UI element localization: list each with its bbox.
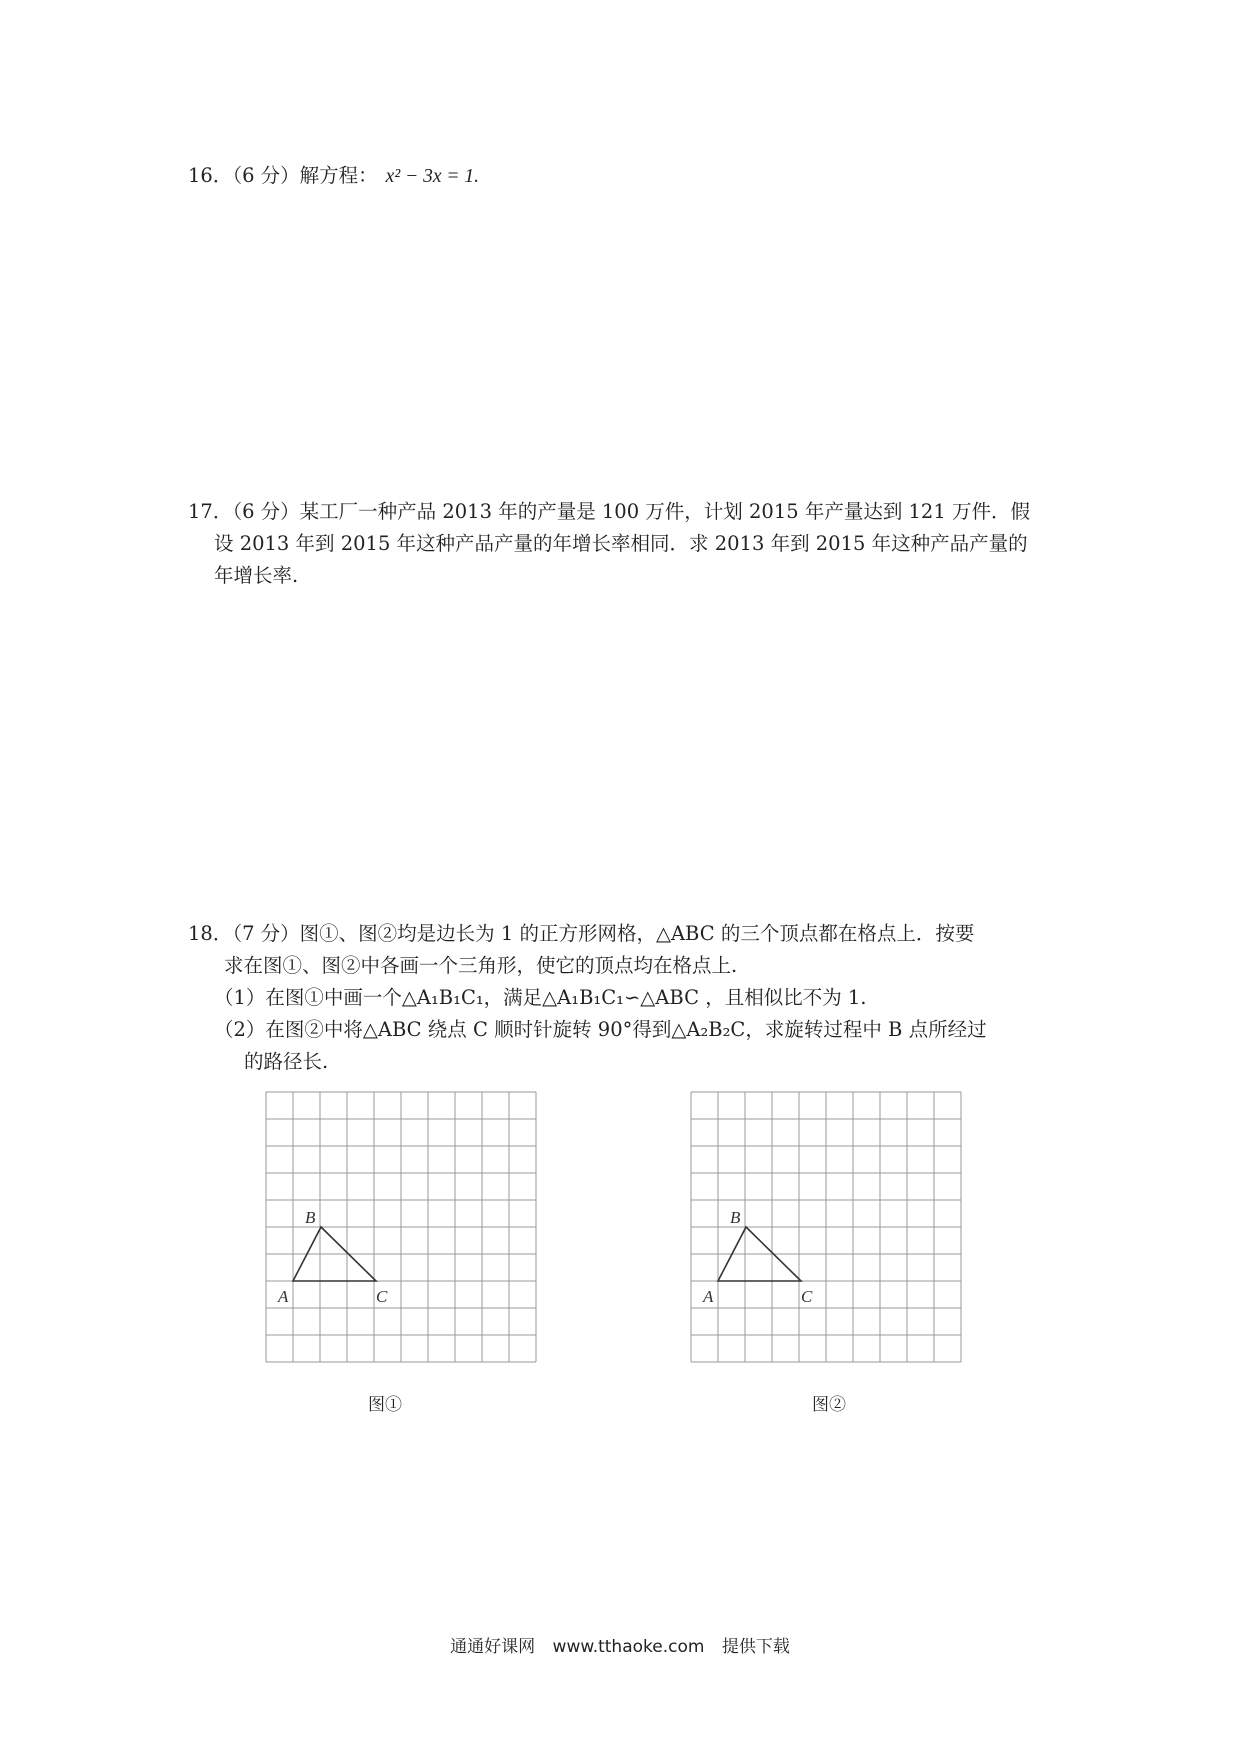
footer-url[interactable]: www.tthaoke.com xyxy=(552,1637,705,1657)
figure-1-label-a: A xyxy=(278,1287,289,1306)
question-18-line-2: 求在图①、图②中各画一个三角形，使它的顶点均在格点上. xyxy=(224,954,738,977)
question-17-line-3: 年增长率. xyxy=(214,564,299,587)
figure-2-label-b: B xyxy=(730,1208,741,1227)
question-16 xyxy=(188,160,479,193)
question-18-part-1: （1）在图①中画一个△A₁B₁C₁，满足△A₁B₁C₁∽△ABC ，且相似比不为 1. xyxy=(214,986,867,1009)
question-16-label: 16．（6 分）解方程： xyxy=(188,164,378,187)
question-17-line-1: 17．（6 分）某工厂一种产品 2013 年的产量是 100 万件，计划 2015 年产量达到 121 万件．假 xyxy=(188,500,1030,523)
question-18-part-2a: （2）在图②中将△ABC 绕点 C 顺时针旋转 90°得到△A₂B₂C，求旋转过程中 B 点所经过 xyxy=(214,1018,987,1041)
question-18 xyxy=(188,918,987,1078)
footer-suffix: 提供下载 xyxy=(721,1637,790,1657)
page-footer xyxy=(0,1632,1240,1657)
figure-1-caption: 图① xyxy=(368,1395,402,1415)
question-16-equation: x² − 3x = 1. xyxy=(385,166,480,187)
figure-2-grid xyxy=(683,1088,973,1372)
figure-2-gridlines xyxy=(691,1092,961,1362)
figure-2-caption: 图② xyxy=(812,1395,846,1415)
figure-1-grid xyxy=(258,1088,548,1372)
figure-2-label-c: C xyxy=(801,1287,813,1306)
footer-site-name: 通通好课网 xyxy=(450,1637,536,1657)
figure-2-label-a: A xyxy=(703,1287,714,1306)
question-18-part-2b: 的路径长. xyxy=(244,1050,329,1073)
question-17-line-2: 设 2013 年到 2015 年这种产品产量的年增长率相同．求 2013 年到 2015 年这种产品产量的 xyxy=(214,532,1028,555)
figure-1-label-c: C xyxy=(376,1287,388,1306)
question-18-line-1: 18．（7 分）图①、图②均是边长为 1 的正方形网格，△ABC 的三个顶点都在格点上．按要 xyxy=(188,922,975,945)
figure-1-gridlines xyxy=(266,1092,536,1362)
question-17 xyxy=(188,496,1030,592)
figure-1-label-b: B xyxy=(305,1208,316,1227)
